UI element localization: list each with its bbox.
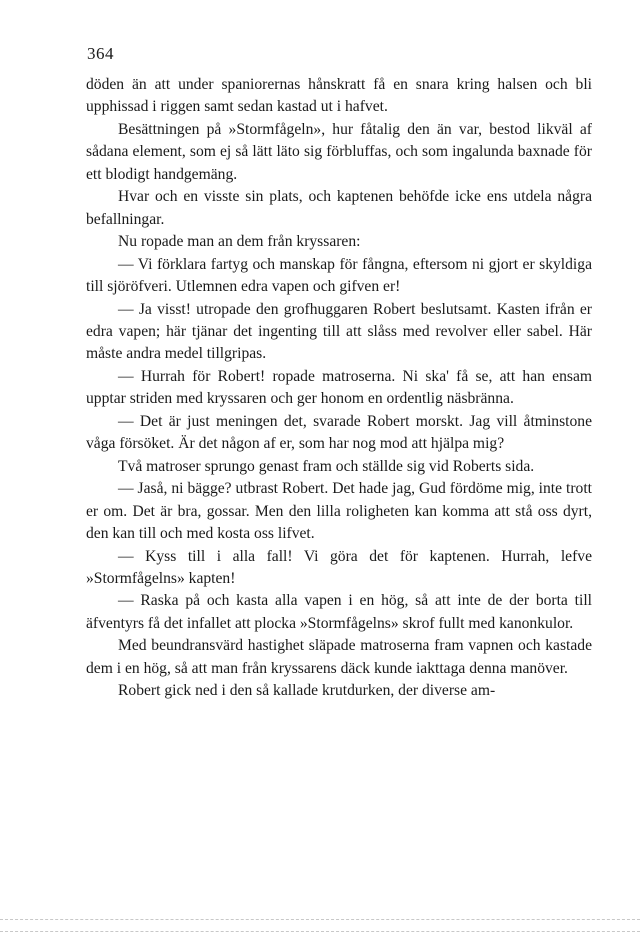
paragraph-dialogue: — Raska på och kasta alla vapen i en hög, så att inte de der borta till äfventyrs få det infallet att plocka »Stormfågelns» skrof fullt med kanonkulor. <box>86 592 592 632</box>
paragraph-dialogue: — Jaså, ni bägge? utbrast Robert. Det hade jag, Gud fördöme mig, inte trott er om. Det är bra, gossar. Men den lilla roligheten kan komma att stå oss dyrt, den kan till och med kosta oss lifvet. <box>86 480 592 543</box>
paragraph-dialogue: — Hurrah för Robert! ropade matroserna. Ni ska' få se, att han ensam upptar striden med kryssaren och ger honom en ordentlig näsbränna. <box>86 367 592 408</box>
body-text <box>86 74 592 703</box>
paragraph-dialogue: — Ja visst! utropade den grofhuggaren Robert beslutsamt. Kasten ifrån er edra vapen; här tjänar det ingenting till att slåss med revolver eller sabel. Här måste andra medel tillgripas. <box>86 300 592 363</box>
paragraph-dialogue: — Det är just meningen det, svarade Robert morskt. Jag vill åtminstone våga försöket. Är det någon af er, som har nog mod att hjälpa mig? <box>86 412 592 453</box>
paragraph-dialogue: — Kyss till i alla fall! Vi göra det för kaptenen. Hurrah, lefve »Stormfågelns» kapten! <box>86 547 592 587</box>
page-number: 364 <box>87 44 114 63</box>
paragraph-dialogue: — Vi förklara fartyg och manskap för fångna, eftersom ni gjort er skyldiga till sjöröfveri. Utlemnen edra vapen och gifven er! <box>86 255 592 296</box>
paragraph: Nu ropade man an dem från kryssaren: <box>118 233 361 251</box>
paragraph: Robert gick ned i den så kallade krutdurken, der diverse am- <box>118 682 496 700</box>
paragraph: Besättningen på »Stormfågeln», hur fåtalig den än var, bestod likväl af sådana element, som ej så lätt läto sig förbluffas, och som ingalunda baxnade för ett blodigt handgemäng. <box>86 120 592 183</box>
paragraph: Hvar och en visste sin plats, och kaptenen behöfde icke ens utdela några befallningar. <box>86 188 592 228</box>
scan-edge-line <box>0 931 640 932</box>
paragraph: Två matroser sprungo genast fram och ställde sig vid Roberts sida. <box>118 457 535 475</box>
scan-edge-line <box>0 919 640 920</box>
paragraph-continued: döden än att under spaniorernas hånskratt få en snara kring halsen och bli upphissad i riggen samt sedan kastad ut i hafvet. <box>86 76 592 116</box>
paragraph: Med beundransvärd hastighet släpade matroserna fram vapnen och kastade dem i en hög, så att man från kryssarens däck kunde iakttaga denna manöver. <box>86 637 592 677</box>
